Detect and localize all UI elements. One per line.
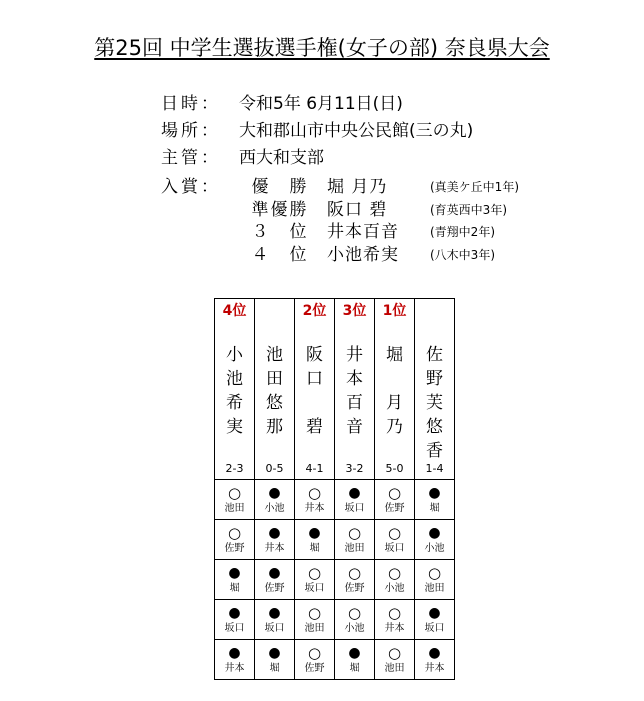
match-cell (375, 480, 415, 520)
award-name: 阪口 碧 (327, 200, 388, 220)
match-cell (375, 600, 415, 640)
win-circle-icon: ○ (347, 603, 362, 622)
player-name-char: 実 (226, 417, 243, 437)
player-name-char: 芙 (426, 393, 443, 413)
match-cell (335, 640, 375, 680)
player-name-char: 池 (226, 369, 243, 389)
player-name (335, 343, 374, 463)
player-name (215, 343, 254, 463)
win-circle-icon: ○ (387, 643, 402, 662)
player-name-char: 本 (346, 369, 363, 389)
player-header-cell (335, 299, 375, 480)
player-name (415, 343, 454, 463)
host-label: 主管： (161, 148, 221, 168)
win-circle-icon: ○ (307, 603, 322, 622)
win-circle-icon: ○ (307, 563, 322, 582)
match-cell (215, 480, 255, 520)
opponent-name: 小池 (344, 622, 365, 634)
league-table (214, 298, 455, 680)
player-name-char: 田 (266, 369, 283, 389)
match-cell (295, 480, 335, 520)
player-name-char (295, 391, 334, 415)
loss-circle-icon: ● (268, 484, 281, 501)
win-circle-icon: ○ (227, 523, 242, 542)
player-name-char: 月 (386, 393, 403, 413)
place-value: 大和郡山市中央公民館(三の丸) (239, 121, 474, 141)
loss-circle-icon: ● (428, 484, 441, 501)
award-school: (八木中3年) (430, 248, 495, 262)
match-cell (335, 480, 375, 520)
opponent-name: 堀 (349, 662, 360, 674)
player-name-char: 百 (346, 393, 363, 413)
player-header-row (215, 299, 455, 480)
award-rank: ３ 位 (251, 222, 309, 242)
win-circle-icon: ○ (307, 483, 322, 502)
round-row (215, 600, 455, 640)
loss-circle-icon: ● (348, 484, 361, 501)
award-rank: ４ 位 (251, 245, 309, 265)
player-name-char (255, 439, 294, 463)
round-row (215, 560, 455, 600)
opponent-name: 佐野 (224, 542, 245, 554)
player-rank: 4位 (222, 303, 247, 319)
page-title (0, 34, 644, 62)
opponent-name: 池田 (224, 502, 245, 514)
opponent-name: 坂口 (304, 582, 325, 594)
match-cell (415, 600, 455, 640)
opponent-name: 佐野 (304, 662, 325, 674)
date-value: 令和5年 6月11日(日) (239, 94, 403, 114)
win-circle-icon: ○ (227, 483, 242, 502)
player-name-char (215, 439, 254, 463)
match-cell (415, 480, 455, 520)
opponent-name: 小池 (384, 582, 405, 594)
player-header-cell (375, 299, 415, 480)
opponent-name: 井本 (384, 622, 405, 634)
player-record: 3-2 (345, 462, 364, 475)
player-name-char (375, 439, 414, 463)
opponent-name: 坂口 (384, 542, 405, 554)
opponent-name: 井本 (264, 542, 285, 554)
opponent-name: 井本 (424, 662, 445, 674)
win-circle-icon: ○ (347, 563, 362, 582)
opponent-name: 小池 (264, 502, 285, 514)
player-name-char: 碧 (306, 417, 323, 437)
match-cell (335, 560, 375, 600)
player-name-char (295, 439, 334, 463)
match-cell (295, 520, 335, 560)
opponent-name: 池田 (304, 622, 325, 634)
player-rank: 3位 (342, 303, 367, 319)
win-circle-icon: ○ (387, 483, 402, 502)
match-cell (255, 600, 295, 640)
player-name-char: 希 (226, 393, 243, 413)
player-name-char (375, 367, 414, 391)
player-record: 5-0 (385, 462, 404, 475)
win-circle-icon: ○ (387, 563, 402, 582)
loss-circle-icon: ● (228, 644, 241, 661)
player-header-cell (255, 299, 295, 480)
opponent-name: 池田 (384, 662, 405, 674)
player-name-char: 香 (426, 441, 443, 461)
opponent-name: 池田 (344, 542, 365, 554)
round-row (215, 520, 455, 560)
opponent-name: 坂口 (224, 622, 245, 634)
opponent-name: 佐野 (344, 582, 365, 594)
opponent-name: 坂口 (344, 502, 365, 514)
match-cell (255, 560, 295, 600)
match-cell (215, 520, 255, 560)
opponent-name: 井本 (304, 502, 325, 514)
award-school: (育英西中3年) (430, 203, 507, 217)
award-name: 小池希実 (327, 245, 399, 265)
match-cell (415, 520, 455, 560)
match-cell (255, 520, 295, 560)
match-cell (295, 600, 335, 640)
player-header-cell (415, 299, 455, 480)
date-label: 日時： (161, 94, 221, 114)
award-school: (真美ケ丘中1年) (430, 180, 519, 194)
host-value: 西大和支部 (239, 148, 324, 168)
match-cell (335, 600, 375, 640)
match-cell (415, 640, 455, 680)
loss-circle-icon: ● (428, 524, 441, 541)
player-name-char: 野 (426, 369, 443, 389)
loss-circle-icon: ● (348, 644, 361, 661)
match-cell (375, 640, 415, 680)
match-cell (415, 560, 455, 600)
player-name-char: 小 (226, 345, 243, 365)
round-row (215, 480, 455, 520)
loss-circle-icon: ● (428, 644, 441, 661)
player-name-char: 乃 (386, 417, 403, 437)
win-circle-icon: ○ (427, 563, 442, 582)
match-cell (295, 640, 335, 680)
player-name (255, 343, 294, 463)
player-name-char: 井 (346, 345, 363, 365)
match-cell (375, 520, 415, 560)
player-rank: 1位 (382, 303, 407, 319)
match-cell (215, 560, 255, 600)
win-circle-icon: ○ (387, 603, 402, 622)
loss-circle-icon: ● (228, 604, 241, 621)
player-name-char: 音 (346, 417, 363, 437)
opponent-name: 堀 (309, 542, 320, 554)
win-circle-icon: ○ (307, 643, 322, 662)
loss-circle-icon: ● (428, 604, 441, 621)
loss-circle-icon: ● (228, 564, 241, 581)
awards-label: 入賞： (161, 177, 221, 197)
match-cell (295, 560, 335, 600)
opponent-name: 堀 (229, 582, 240, 594)
player-header-cell (215, 299, 255, 480)
loss-circle-icon: ● (268, 524, 281, 541)
award-rank: 優 勝 (251, 177, 309, 197)
match-cell (335, 520, 375, 560)
page-title-text: 第25回 中学生選抜選手権(女子の部) 奈良県大会 (94, 36, 550, 60)
win-circle-icon: ○ (347, 523, 362, 542)
opponent-name: 佐野 (264, 582, 285, 594)
opponent-name: 坂口 (264, 622, 285, 634)
opponent-name: 堀 (269, 662, 280, 674)
opponent-name: 小池 (424, 542, 445, 554)
match-cell (215, 640, 255, 680)
player-name-char: 悠 (266, 393, 283, 413)
win-circle-icon: ○ (387, 523, 402, 542)
player-name-char: 堀 (386, 345, 403, 365)
opponent-name: 池田 (424, 582, 445, 594)
player-name-char: 悠 (426, 417, 443, 437)
player-name-char: 那 (266, 417, 283, 437)
player-name (375, 343, 414, 463)
player-record: 2-3 (225, 462, 244, 475)
loss-circle-icon: ● (268, 604, 281, 621)
opponent-name: 坂口 (424, 622, 445, 634)
round-row (215, 640, 455, 680)
match-cell (255, 480, 295, 520)
match-cell (375, 560, 415, 600)
player-rank: 2位 (302, 303, 327, 319)
opponent-name: 堀 (429, 502, 440, 514)
player-name-char: 口 (306, 369, 323, 389)
loss-circle-icon: ● (268, 564, 281, 581)
place-label: 場所： (161, 121, 221, 141)
award-name: 堀 月乃 (327, 177, 388, 197)
loss-circle-icon: ● (268, 644, 281, 661)
loss-circle-icon: ● (308, 524, 321, 541)
opponent-name: 佐野 (384, 502, 405, 514)
opponent-name: 井本 (224, 662, 245, 674)
award-name: 井本百音 (327, 222, 399, 242)
player-header-cell (295, 299, 335, 480)
player-name-char: 佐 (426, 345, 443, 365)
award-rank: 準優勝 (251, 200, 309, 220)
match-cell (255, 640, 295, 680)
player-name (295, 343, 334, 463)
award-school: (青翔中2年) (430, 225, 495, 239)
player-record: 1-4 (425, 462, 444, 475)
player-name-char: 阪 (306, 345, 323, 365)
player-name-char (335, 439, 374, 463)
player-name-char: 池 (266, 345, 283, 365)
player-record: 0-5 (265, 462, 284, 475)
match-cell (215, 600, 255, 640)
player-record: 4-1 (305, 462, 324, 475)
